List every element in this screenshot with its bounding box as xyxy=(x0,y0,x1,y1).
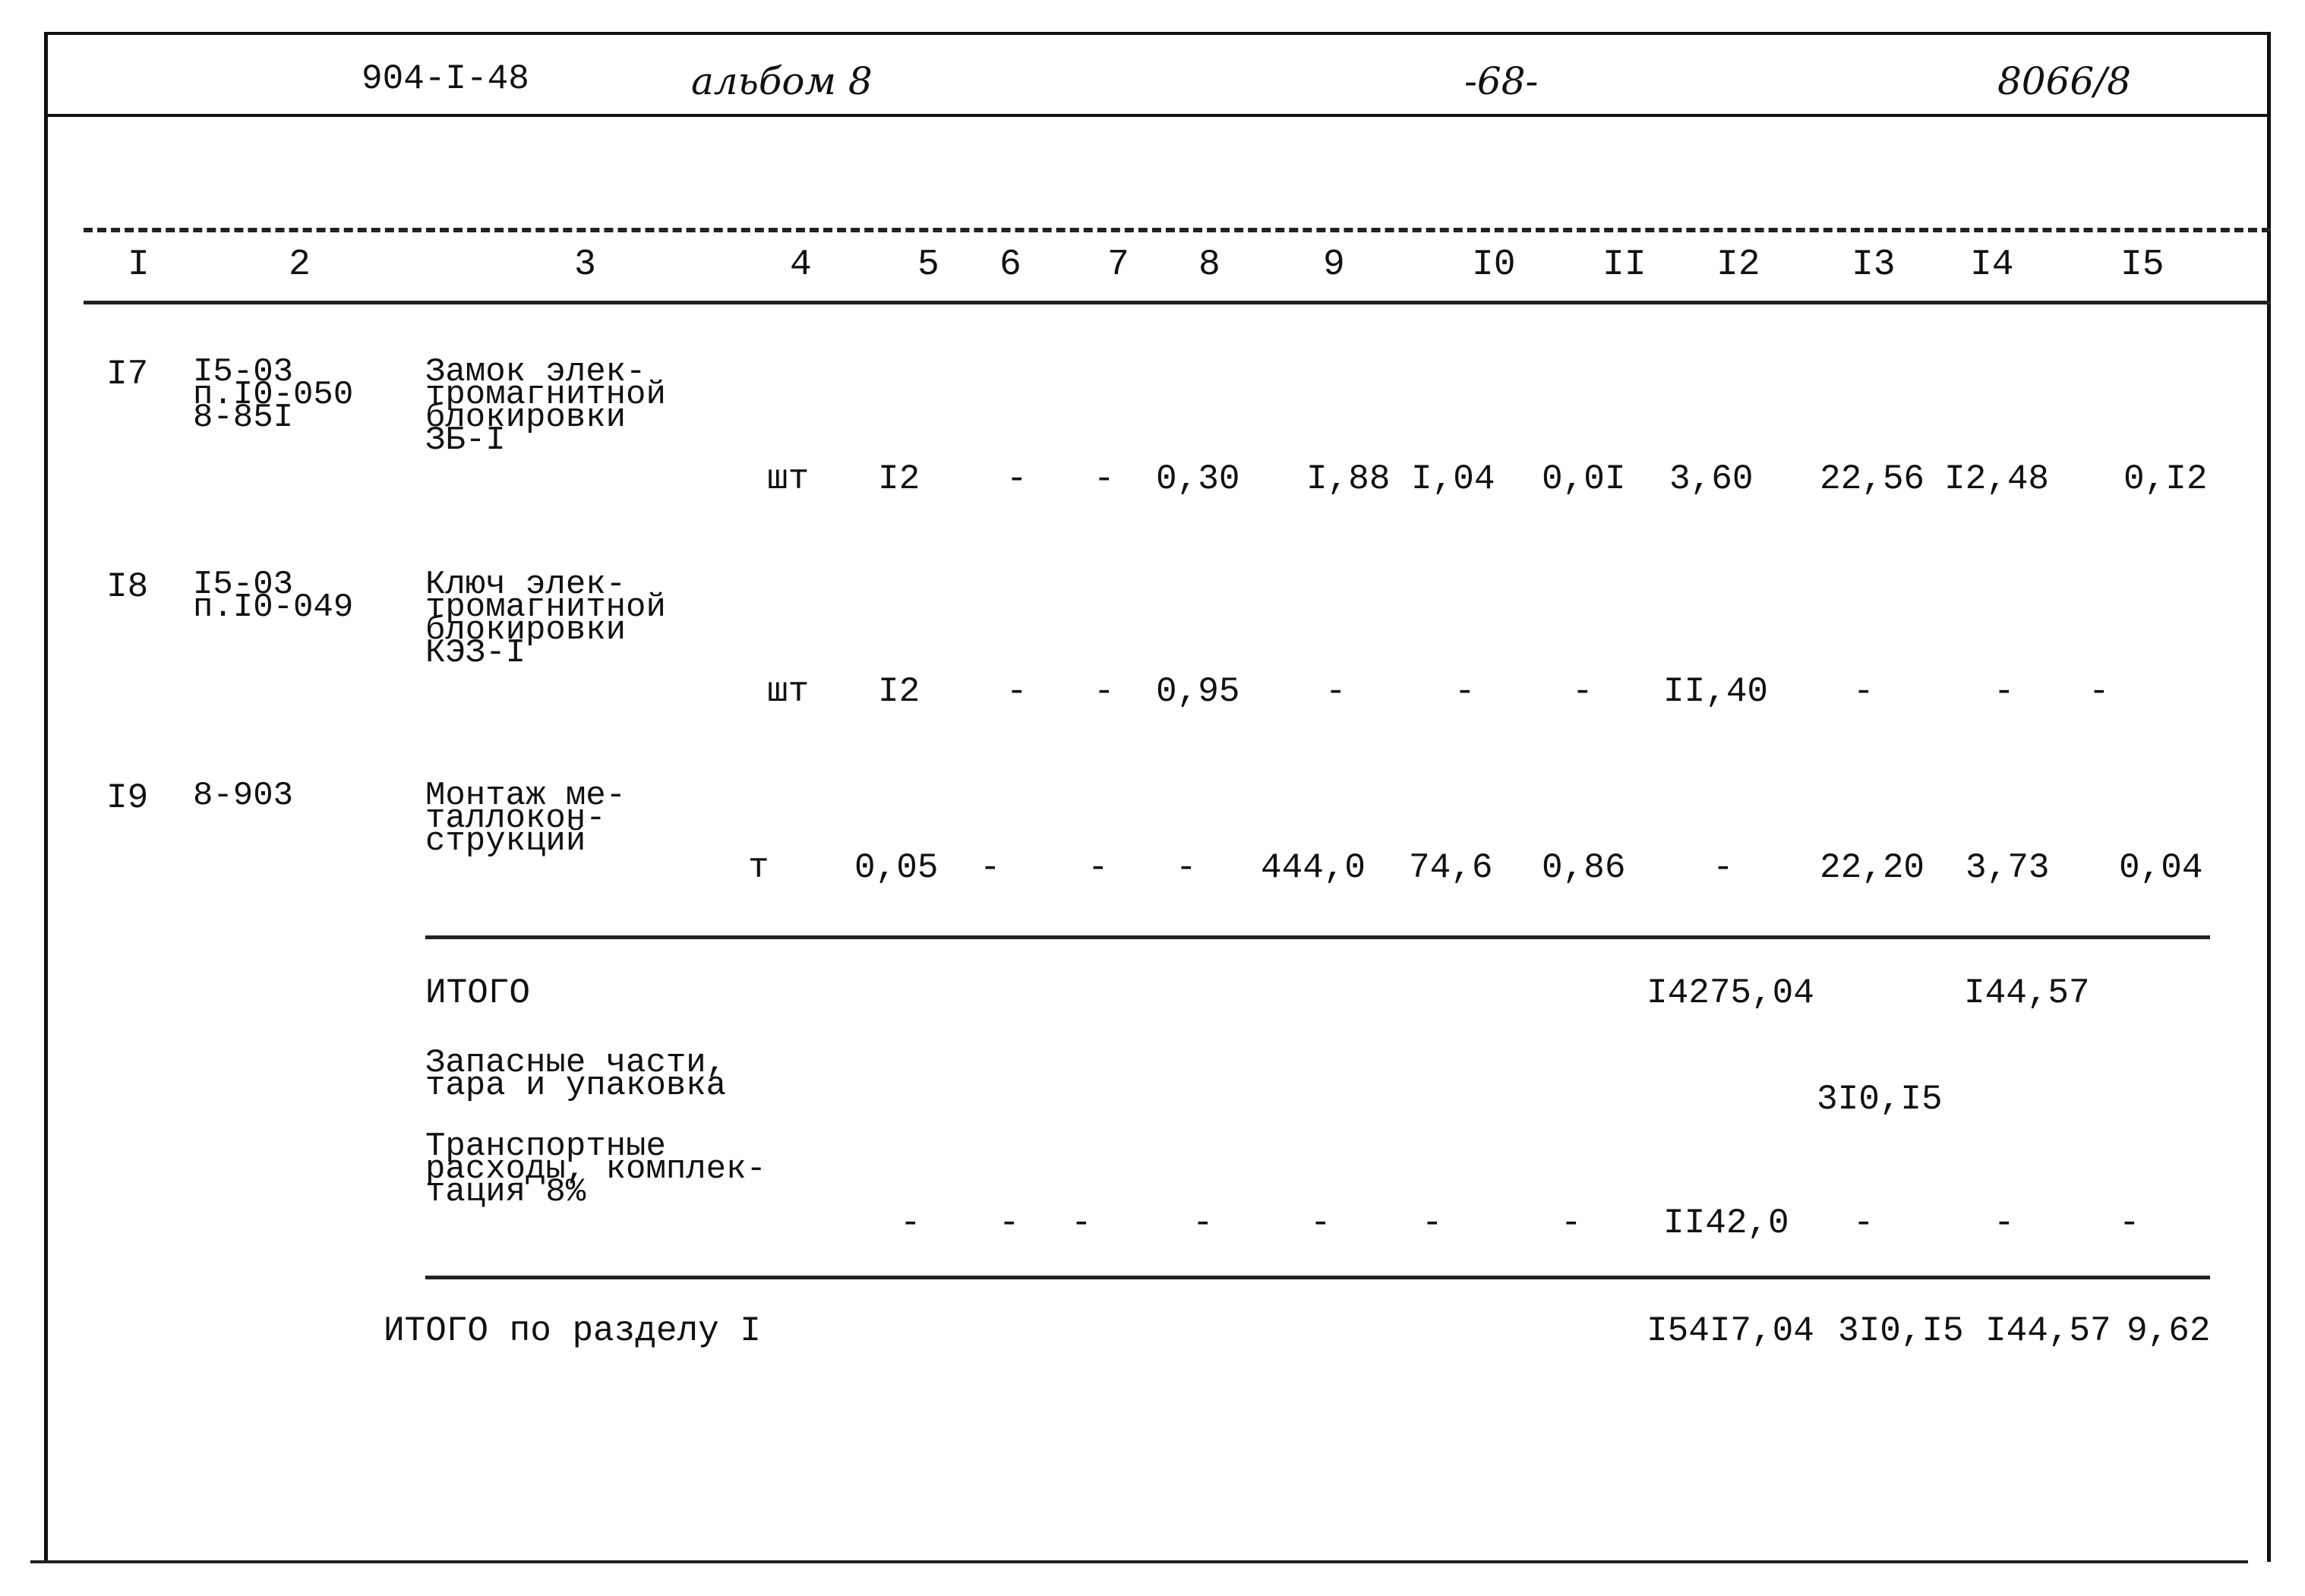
row-unit: шт xyxy=(767,672,810,711)
row-col6: - xyxy=(980,848,1001,888)
spare-parts-label: Запасные части, тара и упаковка xyxy=(425,1044,727,1105)
transport-label: Транспортные расходы, комплек- тация 8% xyxy=(425,1128,766,1211)
row-col15: - xyxy=(2089,672,2110,711)
subtotal-rule xyxy=(425,935,2210,939)
row-col8: 0,95 xyxy=(1156,672,1240,711)
transport-dash: - xyxy=(900,1203,921,1243)
transport-dash: - xyxy=(1071,1203,1092,1243)
row-col8: 0,30 xyxy=(1156,459,1240,499)
row-qty: I2 xyxy=(878,672,920,711)
col-header-5: 5 xyxy=(917,244,939,285)
col-header-2: 2 xyxy=(289,244,311,285)
row-col10: 74,6 xyxy=(1409,848,1493,888)
transport-dash: - xyxy=(1192,1203,1214,1243)
row-col11: - xyxy=(1572,672,1593,711)
section-total-col14: I44,57 xyxy=(1985,1311,2111,1351)
section-total-col15: 9,62 xyxy=(2127,1311,2211,1351)
col-header-6: 6 xyxy=(999,244,1021,285)
itogo-col12: I4275,04 xyxy=(1647,973,1814,1013)
frame-left xyxy=(44,32,48,1562)
col-header-12: I2 xyxy=(1716,244,1760,285)
row-col13: 22,56 xyxy=(1820,459,1925,499)
col-header-8: 8 xyxy=(1198,244,1220,285)
col-header-11: II xyxy=(1602,244,1647,285)
row-col12: 3,60 xyxy=(1669,459,1754,499)
section-total-rule xyxy=(425,1276,2210,1279)
album-label: альбом 8 xyxy=(691,59,873,103)
transport-col14: - xyxy=(1994,1203,2015,1243)
row-number: I9 xyxy=(106,778,149,818)
row-col9: - xyxy=(1325,672,1347,711)
sheet-number: 8066/8 xyxy=(1997,59,2131,103)
col-header-7: 7 xyxy=(1107,244,1129,285)
row-number: I7 xyxy=(106,355,149,394)
row-col7: - xyxy=(1094,459,1115,499)
col-header-15: I5 xyxy=(2120,244,2164,285)
row-unit: шт xyxy=(767,459,810,499)
spare-parts-col13: 3I0,I5 xyxy=(1817,1080,1943,1119)
section-total-col12: I54I7,04 xyxy=(1647,1311,1814,1351)
column-header-top-rule xyxy=(84,228,2271,232)
row-code: I5-03 п.I0-049 xyxy=(193,566,354,626)
row-col14: 3,73 xyxy=(1966,848,2050,888)
frame-right xyxy=(2267,32,2271,1562)
itogo-label: ИТОГО xyxy=(425,973,531,1013)
row-description: Монтаж ме- таллокон- струкций xyxy=(425,777,627,860)
itogo-col14: I44,57 xyxy=(1964,973,2090,1013)
frame-top xyxy=(44,32,2271,35)
row-qty: 0,05 xyxy=(854,848,939,888)
row-col10: - xyxy=(1454,672,1476,711)
row-col15: 0,04 xyxy=(2119,848,2203,888)
transport-dash: - xyxy=(1422,1203,1443,1243)
project-code: 904-I-48 xyxy=(362,59,529,99)
row-description: Ключ элек- тромагнитной блокировки КЭЗ-I xyxy=(425,566,666,672)
transport-dash: - xyxy=(1310,1203,1331,1243)
row-col15: 0,I2 xyxy=(2123,459,2208,499)
column-header-bottom-rule xyxy=(84,301,2271,304)
row-col14: - xyxy=(1994,672,2015,711)
col-header-14: I4 xyxy=(1970,244,2014,285)
row-col11: 0,0I xyxy=(1542,459,1626,499)
transport-dash: - xyxy=(999,1203,1020,1243)
row-col9: I,88 xyxy=(1306,459,1391,499)
row-number: I8 xyxy=(106,567,149,607)
row-col6: - xyxy=(1006,459,1028,499)
col-header-3: 3 xyxy=(574,244,596,285)
row-col14: I2,48 xyxy=(1944,459,2050,499)
row-unit: т xyxy=(748,848,769,888)
row-col12: II,40 xyxy=(1663,672,1769,711)
col-header-13: I3 xyxy=(1852,244,1896,285)
transport-col15: - xyxy=(2119,1203,2140,1243)
section-total-col13: 3I0,I5 xyxy=(1838,1311,1964,1351)
col-header-9: 9 xyxy=(1323,244,1345,285)
col-header-4: 4 xyxy=(790,244,812,285)
page-number: -68- xyxy=(1464,59,1539,103)
row-qty: I2 xyxy=(878,459,920,499)
header-rule xyxy=(44,114,2271,117)
row-code: 8-903 xyxy=(193,777,294,815)
row-col6: - xyxy=(1006,672,1028,711)
transport-col13: - xyxy=(1853,1203,1874,1243)
col-header-10: I0 xyxy=(1472,244,1516,285)
row-description: Замок элек- тромагнитной блокировки ЗБ-I xyxy=(425,353,666,459)
frame-bottom xyxy=(30,1560,2248,1563)
section-total-label: ИТОГО по разделу I xyxy=(384,1311,761,1351)
row-col10: I,04 xyxy=(1411,459,1495,499)
row-col11: 0,86 xyxy=(1542,848,1626,888)
row-col13: - xyxy=(1853,672,1874,711)
row-col7: - xyxy=(1094,672,1115,711)
row-col8: - xyxy=(1176,848,1197,888)
row-col12: - xyxy=(1713,848,1734,888)
transport-dash: - xyxy=(1561,1203,1582,1243)
col-header-1: I xyxy=(128,244,150,285)
row-col7: - xyxy=(1088,848,1109,888)
transport-col12: II42,0 xyxy=(1663,1203,1789,1243)
row-code: I5-03 п.I0-050 8-85I xyxy=(193,353,354,437)
row-col9: 444,0 xyxy=(1261,848,1366,888)
row-col13: 22,20 xyxy=(1820,848,1925,888)
